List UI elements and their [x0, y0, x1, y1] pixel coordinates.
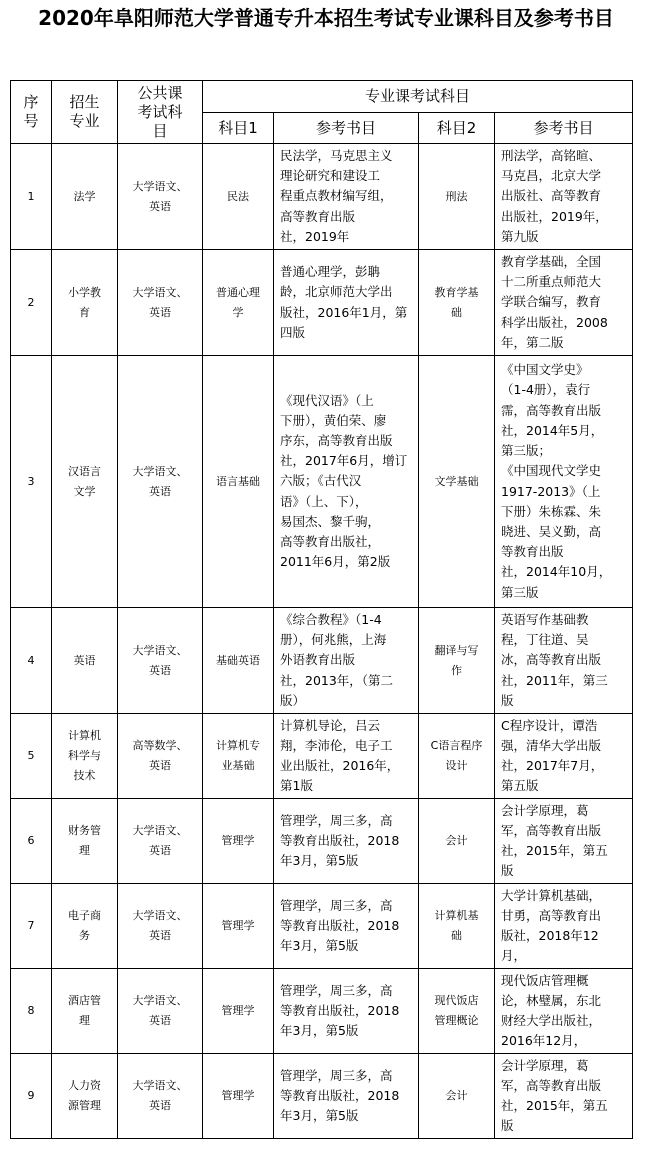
- subject1-name: 管理学: [203, 799, 274, 884]
- major-name: 小学教 育: [52, 250, 118, 356]
- subject2-name: 会计: [419, 799, 495, 884]
- header-book2: 参考书目: [495, 113, 633, 144]
- subject1-name: 民法: [203, 144, 274, 250]
- subject2-name: 计算机基 础: [419, 884, 495, 969]
- subject1-name: 普通心理 学: [203, 250, 274, 356]
- subject1-name: 管理学: [203, 884, 274, 969]
- subject2-reference: 大学计算机基础， 甘勇，高等教育出 版社，2018年12 月，: [495, 884, 633, 969]
- row-number: 8: [11, 969, 52, 1054]
- table-row: [11, 884, 633, 969]
- table-row: [11, 1054, 633, 1139]
- public-subjects: 大学语文、 英语: [118, 1054, 203, 1139]
- row-number: 3: [11, 356, 52, 608]
- subject2-name: 会计: [419, 1054, 495, 1139]
- header-book1: 参考书目: [274, 113, 419, 144]
- subject1-reference: 《现代汉语》（上 下册），黄伯荣、廖 序东，高等教育出版 社，2017年6月，增订 六版；《古代汉 语》（上、下）， 易国杰、黎千驹， 高等教育出版社， 2011年6月，第2版: [274, 356, 419, 608]
- public-subjects: 大学语文、 英语: [118, 608, 203, 714]
- table-row: [11, 969, 633, 1054]
- public-subjects: 大学语文、 英语: [118, 356, 203, 608]
- subject2-name: 教育学基 础: [419, 250, 495, 356]
- subject1-name: 基础英语: [203, 608, 274, 714]
- header-subject2: 科目2: [419, 113, 495, 144]
- exam-subjects-table: [10, 80, 633, 1139]
- row-number: 5: [11, 714, 52, 799]
- row-number: 7: [11, 884, 52, 969]
- header-professional-subjects: 专业课考试科目: [203, 81, 633, 113]
- major-name: 英语: [52, 608, 118, 714]
- table-row: [11, 608, 633, 714]
- subject1-name: 计算机专 业基础: [203, 714, 274, 799]
- subject2-reference: 教育学基础，全国 十二所重点师范大 学联合编写，教育 科学出版社，2008 年，第二版: [495, 250, 633, 356]
- subject2-reference: 《中国文学史》 （1-4册），袁行 霈，高等教育出版 社，2014年5月， 第三版； 《中国现代文学史 1917-2013》（上 下册）朱栋霖、朱 晓进、吴义勤，高 等教育出版 社，2014年10月， 第三版: [495, 356, 633, 608]
- header-public-subjects: 公共课 考试科 目: [118, 81, 203, 144]
- subject1-reference: 《综合教程》（1-4 册），何兆熊，上海 外语教育出版 社，2013年，（第二 版）: [274, 608, 419, 714]
- subject1-name: 管理学: [203, 1054, 274, 1139]
- subject1-reference: 管理学，周三多，高 等教育出版社，2018 年3月，第5版: [274, 884, 419, 969]
- table-row: [11, 144, 633, 250]
- subject1-name: 语言基础: [203, 356, 274, 608]
- subject2-reference: 现代饭店管理概 论，林璧属，东北 财经大学出版社， 2016年12月，: [495, 969, 633, 1054]
- public-subjects: 大学语文、 英语: [118, 969, 203, 1054]
- public-subjects: 大学语文、 英语: [118, 799, 203, 884]
- subject1-reference: 管理学，周三多，高 等教育出版社，2018 年3月，第5版: [274, 799, 419, 884]
- major-name: 酒店管 理: [52, 969, 118, 1054]
- page-title: 2020年阜阳师范大学普通专升本招生考试专业课科目及参考书目: [38, 6, 614, 30]
- major-name: 电子商 务: [52, 884, 118, 969]
- public-subjects: 高等数学、 英语: [118, 714, 203, 799]
- header-major: 招生 专业: [52, 81, 118, 144]
- row-number: 1: [11, 144, 52, 250]
- subject2-reference: 刑法学，高铭暄、 马克昌，北京大学 出版社、高等教育 出版社，2019年， 第九版: [495, 144, 633, 250]
- subject2-name: 文学基础: [419, 356, 495, 608]
- header-subject1: 科目1: [203, 113, 274, 144]
- subject2-reference: 会计学原理，葛 军，高等教育出版 社，2015年，第五 版: [495, 799, 633, 884]
- major-name: 财务管 理: [52, 799, 118, 884]
- subject2-name: C语言程序 设计: [419, 714, 495, 799]
- public-subjects: 大学语文、 英语: [118, 884, 203, 969]
- subject2-name: 翻译与写 作: [419, 608, 495, 714]
- major-name: 汉语言 文学: [52, 356, 118, 608]
- table-row: [11, 799, 633, 884]
- subject2-reference: C程序设计，谭浩 强，清华大学出版 社，2017年7月， 第五版: [495, 714, 633, 799]
- row-number: 6: [11, 799, 52, 884]
- table-row: [11, 714, 633, 799]
- public-subjects: 大学语文、 英语: [118, 144, 203, 250]
- table-row: [11, 356, 633, 608]
- header-no: 序 号: [11, 81, 52, 144]
- major-name: 计算机 科学与 技术: [52, 714, 118, 799]
- subject2-name: 刑法: [419, 144, 495, 250]
- subject1-reference: 民法学，马克思主义 理论研究和建设工 程重点教材编写组， 高等教育出版 社，2019年: [274, 144, 419, 250]
- subject2-name: 现代饭店 管理概论: [419, 969, 495, 1054]
- major-name: 人力资 源管理: [52, 1054, 118, 1139]
- subject1-reference: 普通心理学，彭聃 龄，北京师范大学出 版社，2016年1月，第 四版: [274, 250, 419, 356]
- row-number: 9: [11, 1054, 52, 1139]
- major-name: 法学: [52, 144, 118, 250]
- subject1-reference: 管理学，周三多，高 等教育出版社，2018 年3月，第5版: [274, 969, 419, 1054]
- table-row: [11, 250, 633, 356]
- row-number: 4: [11, 608, 52, 714]
- subject1-name: 管理学: [203, 969, 274, 1054]
- public-subjects: 大学语文、 英语: [118, 250, 203, 356]
- subject1-reference: 管理学，周三多，高 等教育出版社，2018 年3月，第5版: [274, 1054, 419, 1139]
- subject1-reference: 计算机导论，吕云 翔，李沛伦，电子工 业出版社，2016年， 第1版: [274, 714, 419, 799]
- row-number: 2: [11, 250, 52, 356]
- subject2-reference: 会计学原理，葛 军，高等教育出版 社，2015年，第五 版: [495, 1054, 633, 1139]
- subject2-reference: 英语写作基础教 程，丁往道、吴 冰，高等教育出版 社，2011年，第三 版: [495, 608, 633, 714]
